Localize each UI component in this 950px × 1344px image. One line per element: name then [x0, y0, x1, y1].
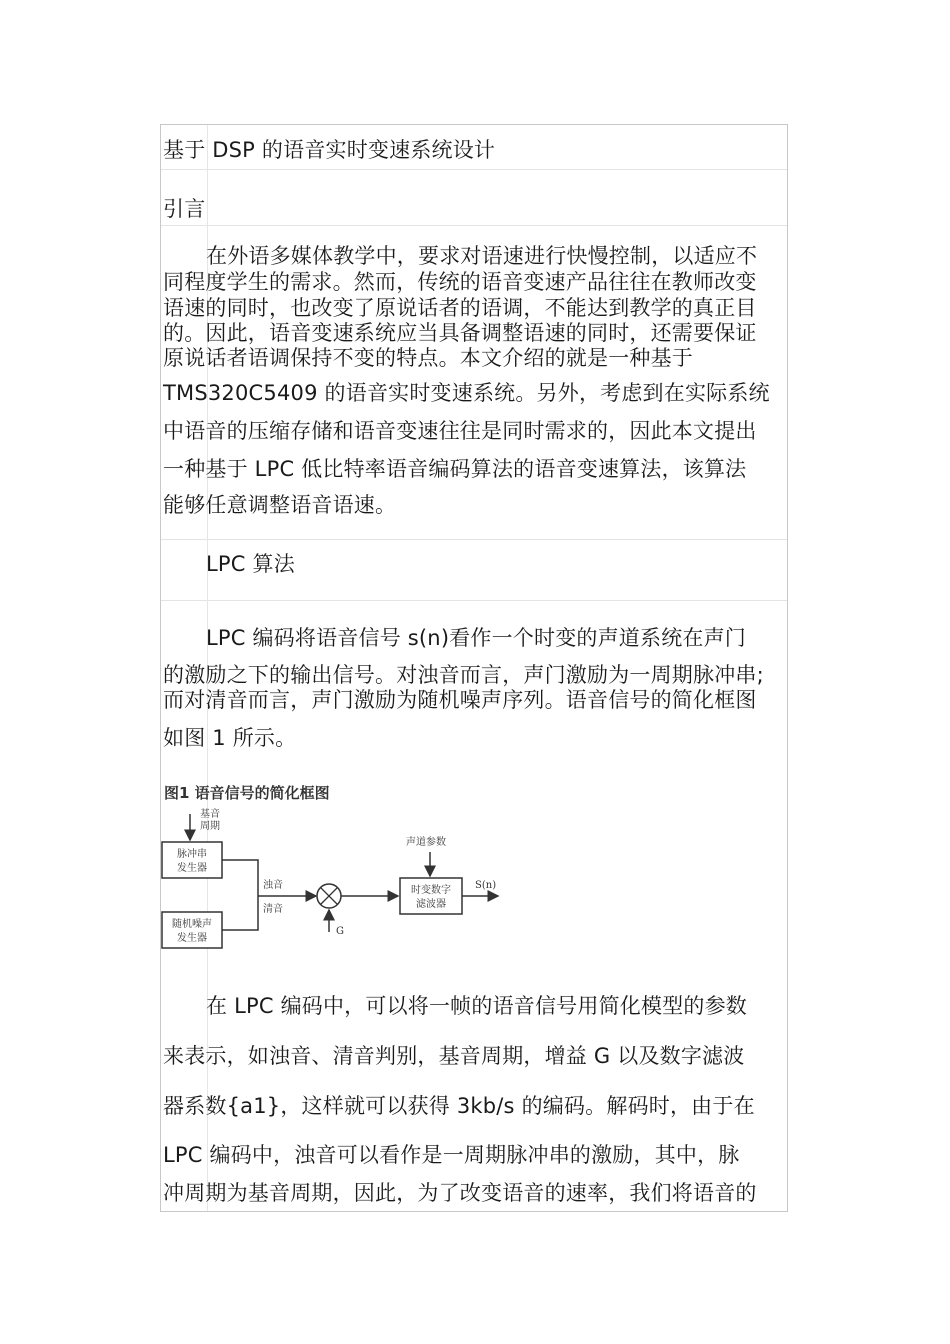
- document-title: 基于 DSP 的语音实时变速系统设计: [163, 138, 496, 162]
- intro-line: 能够任意调整语音语速。: [163, 493, 397, 517]
- intro-line: TMS320C5409 的语音实时变速系统。另外，考虑到在实际系统: [163, 381, 770, 405]
- output-label: S(n): [475, 880, 497, 891]
- switch-lines: [222, 860, 258, 930]
- lpc-line: 而对清音而言，声门激励为随机噪声序列。语音信号的简化框图: [163, 688, 757, 712]
- intro-line: 中语音的压缩存储和语音变速往往是同时需求的，因此本文提出: [163, 419, 757, 443]
- coding-line: 来表示，如浊音、清音判别，基音周期，增益 G 以及数字滤波: [163, 1044, 745, 1068]
- pulse-generator-label: 脉冲串: [177, 849, 207, 860]
- noise-generator-label: 随机噪声: [172, 919, 212, 930]
- unvoiced-label: 清音: [263, 904, 283, 915]
- coding-line: 在 LPC 编码中，可以将一帧的语音信号用简化模型的参数: [206, 994, 747, 1018]
- speech-model-diagram: [160, 800, 520, 955]
- pulse-generator-label: 发生器: [177, 863, 207, 874]
- intro-line: 语速的同时，也改变了原说话者的语调，不能达到教学的真正目: [163, 296, 757, 320]
- pitch-period-label: 基音: [200, 809, 220, 820]
- lpc-line: LPC 编码将语音信号 s(n)看作一个时变的声道系统在声门: [206, 626, 747, 650]
- section-heading-lpc: LPC 算法: [206, 552, 295, 576]
- lpc-line: 如图 1 所示。: [163, 726, 297, 750]
- voiced-label: 浊音: [263, 880, 283, 891]
- section-heading-intro: 引言: [163, 197, 206, 221]
- intro-line: 的。因此，语音变速系统应当具备调整语速的同时，还需要保证: [163, 321, 757, 345]
- intro-line: 原说话者语调保持不变的特点。本文介绍的就是一种基于: [163, 346, 693, 370]
- noise-generator-label: 发生器: [177, 933, 207, 944]
- gain-label: G: [336, 926, 344, 937]
- tract-params-label: 声道参数: [406, 837, 446, 848]
- coding-line: 器系数{a1}，这样就可以获得 3kb/s 的编码。解码时，由于在: [163, 1094, 755, 1118]
- intro-line: 一种基于 LPC 低比特率语音编码算法的语音变速算法，该算法: [163, 457, 747, 481]
- filter-label: 时变数字: [411, 885, 451, 896]
- pitch-period-label: 周期: [200, 821, 220, 832]
- coding-line: 冲周期为基音周期，因此，为了改变语音的速率，我们将语音的: [163, 1181, 757, 1205]
- coding-line: LPC 编码中，浊音可以看作是一周期脉冲串的激励，其中，脉: [163, 1143, 740, 1167]
- figure-title: 图1 语音信号的简化框图: [164, 784, 330, 802]
- filter-label: 滤波器: [416, 899, 446, 910]
- intro-line: 同程度学生的需求。然而，传统的语音变速产品往往在教师改变: [163, 270, 757, 294]
- intro-line: 在外语多媒体教学中，要求对语速进行快慢控制，以适应不: [206, 244, 758, 268]
- lpc-line: 的激励之下的输出信号。对浊音而言，声门激励为一周期脉冲串;: [163, 663, 764, 687]
